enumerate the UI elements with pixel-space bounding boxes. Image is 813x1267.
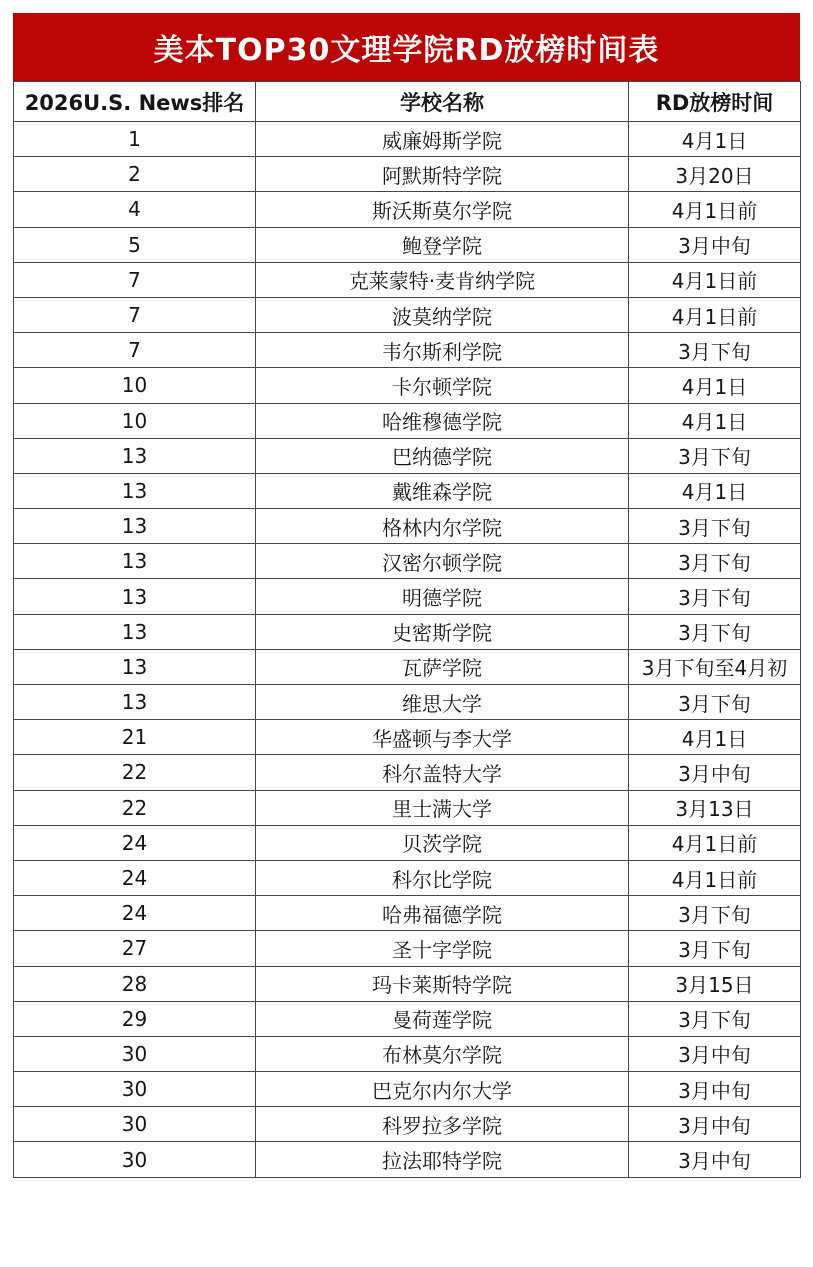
- table-row: [14, 1107, 801, 1142]
- table-row: [14, 122, 801, 157]
- rd-date-cell: 3月下旬: [629, 896, 801, 931]
- table-row: [14, 262, 801, 297]
- rank-cell: 30: [14, 1072, 256, 1107]
- school-name-cell: 鲍登学院: [256, 227, 629, 262]
- table-row: [14, 896, 801, 931]
- school-name-cell: 贝茨学院: [256, 825, 629, 860]
- school-name-cell: 维思大学: [256, 685, 629, 720]
- school-name-cell: 格林内尔学院: [256, 509, 629, 544]
- rank-cell: 10: [14, 368, 256, 403]
- school-name-cell: 布林莫尔学院: [256, 1036, 629, 1071]
- school-name-cell: 史密斯学院: [256, 614, 629, 649]
- rd-date-cell: 4月1日: [629, 368, 801, 403]
- school-name-cell: 里士满大学: [256, 790, 629, 825]
- rd-date-cell: 3月20日: [629, 157, 801, 192]
- rd-date-cell: 3月下旬: [629, 614, 801, 649]
- table-row: [14, 649, 801, 684]
- rank-cell: 21: [14, 720, 256, 755]
- rank-cell: 1: [14, 122, 256, 157]
- rd-date-cell: 3月下旬: [629, 579, 801, 614]
- school-name-cell: 卡尔顿学院: [256, 368, 629, 403]
- rank-cell: 30: [14, 1036, 256, 1071]
- rank-cell: 13: [14, 509, 256, 544]
- table-row: [14, 931, 801, 966]
- table-row: [14, 438, 801, 473]
- school-name-cell: 拉法耶特学院: [256, 1142, 629, 1177]
- rank-cell: 10: [14, 403, 256, 438]
- school-name-cell: 华盛顿与李大学: [256, 720, 629, 755]
- rank-cell: 30: [14, 1107, 256, 1142]
- table-row: [14, 403, 801, 438]
- rank-cell: 27: [14, 931, 256, 966]
- rd-date-cell: 3月下旬至4月初: [629, 649, 801, 684]
- school-name-cell: 阿默斯特学院: [256, 157, 629, 192]
- school-name-cell: 巴纳德学院: [256, 438, 629, 473]
- table-row: [14, 368, 801, 403]
- rank-cell: 22: [14, 790, 256, 825]
- rd-date-cell: 4月1日: [629, 122, 801, 157]
- school-name-cell: 克莱蒙特·麦肯纳学院: [256, 262, 629, 297]
- rd-date-cell: 3月下旬: [629, 509, 801, 544]
- rd-date-cell: 3月13日: [629, 790, 801, 825]
- rank-cell: 13: [14, 544, 256, 579]
- rd-date-cell: 4月1日前: [629, 262, 801, 297]
- rank-cell: 13: [14, 685, 256, 720]
- school-name-cell: 戴维森学院: [256, 473, 629, 508]
- rd-schedule-table: [13, 81, 801, 1178]
- rd-date-cell: 3月下旬: [629, 685, 801, 720]
- table-body: [14, 122, 801, 1178]
- rd-date-cell: 3月中旬: [629, 227, 801, 262]
- school-name-cell: 明德学院: [256, 579, 629, 614]
- rd-date-cell: 4月1日前: [629, 860, 801, 895]
- school-name-cell: 汉密尔顿学院: [256, 544, 629, 579]
- rank-cell: 4: [14, 192, 256, 227]
- rd-date-cell: 3月中旬: [629, 1107, 801, 1142]
- school-name-cell: 斯沃斯莫尔学院: [256, 192, 629, 227]
- rd-date-cell: 3月下旬: [629, 1001, 801, 1036]
- table-row: [14, 333, 801, 368]
- table-row: [14, 192, 801, 227]
- table-row: [14, 509, 801, 544]
- rank-cell: 5: [14, 227, 256, 262]
- table-row: [14, 1036, 801, 1071]
- school-name-cell: 科尔盖特大学: [256, 755, 629, 790]
- column-header-rd-date: RD放榜时间: [629, 82, 801, 122]
- school-name-cell: 哈弗福德学院: [256, 896, 629, 931]
- table-row: [14, 685, 801, 720]
- rank-cell: 24: [14, 825, 256, 860]
- table-row: [14, 825, 801, 860]
- table-row: [14, 720, 801, 755]
- table-row: [14, 790, 801, 825]
- school-name-cell: 玛卡莱斯特学院: [256, 966, 629, 1001]
- school-name-cell: 波莫纳学院: [256, 297, 629, 332]
- rank-cell: 28: [14, 966, 256, 1001]
- rd-date-cell: 4月1日: [629, 403, 801, 438]
- rd-date-cell: 4月1日前: [629, 297, 801, 332]
- table-row: [14, 860, 801, 895]
- rd-date-cell: 3月下旬: [629, 544, 801, 579]
- school-name-cell: 威廉姆斯学院: [256, 122, 629, 157]
- table-row: [14, 755, 801, 790]
- school-name-cell: 科罗拉多学院: [256, 1107, 629, 1142]
- table-row: [14, 227, 801, 262]
- table-row: [14, 1001, 801, 1036]
- school-name-cell: 哈维穆德学院: [256, 403, 629, 438]
- rd-date-cell: 3月下旬: [629, 931, 801, 966]
- rank-cell: 22: [14, 755, 256, 790]
- rank-cell: 13: [14, 649, 256, 684]
- rank-cell: 13: [14, 438, 256, 473]
- rank-cell: 29: [14, 1001, 256, 1036]
- rank-cell: 2: [14, 157, 256, 192]
- rd-date-cell: 3月中旬: [629, 1142, 801, 1177]
- school-name-cell: 韦尔斯利学院: [256, 333, 629, 368]
- table-row: [14, 473, 801, 508]
- school-name-cell: 巴克尔内尔大学: [256, 1072, 629, 1107]
- rd-date-cell: 3月下旬: [629, 438, 801, 473]
- title-banner: [13, 13, 800, 81]
- rd-date-cell: 3月中旬: [629, 755, 801, 790]
- rank-cell: 30: [14, 1142, 256, 1177]
- rd-date-cell: 4月1日前: [629, 192, 801, 227]
- table-row: [14, 579, 801, 614]
- school-name-cell: 圣十字学院: [256, 931, 629, 966]
- school-name-cell: 科尔比学院: [256, 860, 629, 895]
- rank-cell: 13: [14, 614, 256, 649]
- rd-date-cell: 4月1日: [629, 473, 801, 508]
- table-row: [14, 544, 801, 579]
- rank-cell: 7: [14, 262, 256, 297]
- table-row: [14, 614, 801, 649]
- column-header-school: 学校名称: [256, 82, 629, 122]
- table-row: [14, 1072, 801, 1107]
- column-header-rank: 2026U.S. News排名: [14, 82, 256, 122]
- rd-date-cell: 4月1日: [629, 720, 801, 755]
- rank-cell: 24: [14, 860, 256, 895]
- rank-cell: 7: [14, 333, 256, 368]
- table-row: [14, 966, 801, 1001]
- school-name-cell: 曼荷莲学院: [256, 1001, 629, 1036]
- rd-date-cell: 3月中旬: [629, 1036, 801, 1071]
- table-header: [14, 82, 801, 122]
- rd-date-cell: 3月中旬: [629, 1072, 801, 1107]
- rank-cell: 7: [14, 297, 256, 332]
- rd-date-cell: 4月1日前: [629, 825, 801, 860]
- school-name-cell: 瓦萨学院: [256, 649, 629, 684]
- rank-cell: 24: [14, 896, 256, 931]
- rank-cell: 13: [14, 579, 256, 614]
- rd-date-cell: 3月下旬: [629, 333, 801, 368]
- header-row: [14, 82, 801, 122]
- table-row: [14, 157, 801, 192]
- table-row: [14, 1142, 801, 1177]
- page-title: 美本TOP30文理学院RD放榜时间表: [153, 33, 660, 68]
- rd-date-cell: 3月15日: [629, 966, 801, 1001]
- rank-cell: 13: [14, 473, 256, 508]
- table-row: [14, 297, 801, 332]
